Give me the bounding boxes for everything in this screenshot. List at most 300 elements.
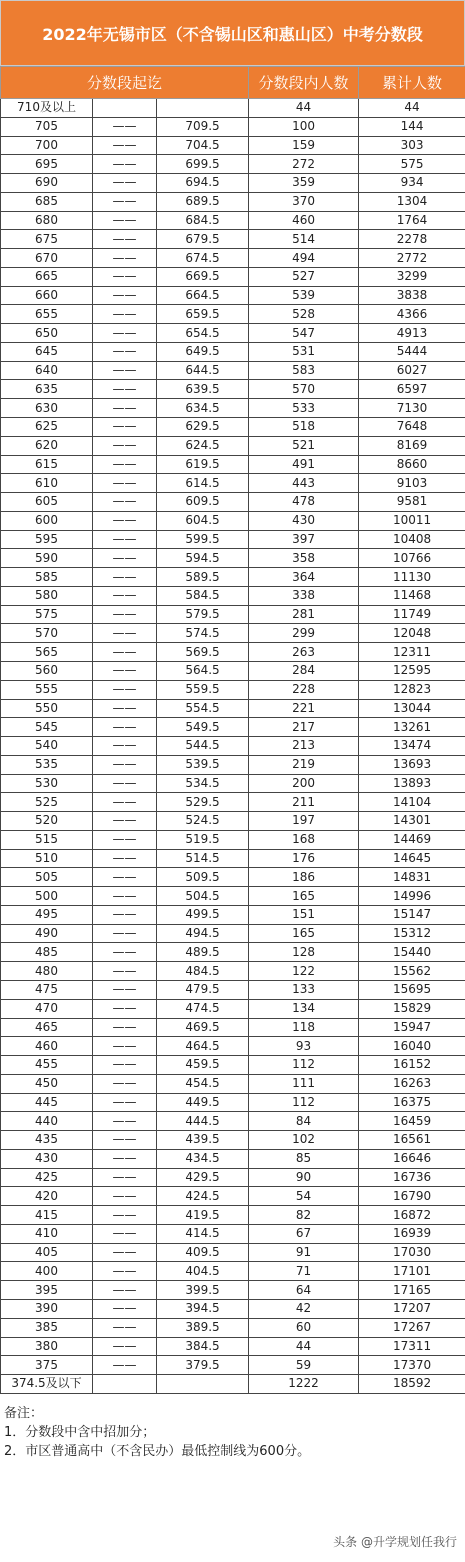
table-row: [1, 849, 465, 868]
score-start: 425: [1, 1168, 93, 1187]
range-dash: ——: [93, 1356, 157, 1375]
count-in-range: 443: [249, 474, 359, 493]
range-dash: ——: [93, 1018, 157, 1037]
range-dash: ——: [93, 905, 157, 924]
range-dash: ——: [93, 1149, 157, 1168]
cumulative-count: 14645: [359, 849, 465, 868]
cumulative-count: 1304: [359, 192, 465, 211]
table-row: [1, 1037, 465, 1056]
score-end: 679.5: [157, 230, 249, 249]
range-dash: ——: [93, 1281, 157, 1300]
table-row: [1, 342, 465, 361]
table-row: [1, 418, 465, 437]
notes-line-1: 1．分数段中含中招加分；: [4, 1424, 156, 1440]
score-start: 610: [1, 474, 93, 493]
range-dash: ——: [93, 661, 157, 680]
cumulative-count: 15829: [359, 999, 465, 1018]
table-row: [1, 455, 465, 474]
score-start: 670: [1, 249, 93, 268]
count-in-range: 281: [249, 605, 359, 624]
table-row: [1, 530, 465, 549]
score-end: 644.5: [157, 361, 249, 380]
score-end: 514.5: [157, 849, 249, 868]
range-dash: ——: [93, 455, 157, 474]
count-in-range: 186: [249, 868, 359, 887]
score-start: 565: [1, 643, 93, 662]
table-row: [1, 230, 465, 249]
count-in-range: 583: [249, 361, 359, 380]
table-row: [1, 699, 465, 718]
count-in-range: 547: [249, 324, 359, 343]
score-start: 655: [1, 305, 93, 324]
cumulative-count: 5444: [359, 342, 465, 361]
score-start: 515: [1, 830, 93, 849]
score-end: 654.5: [157, 324, 249, 343]
score-start: 480: [1, 962, 93, 981]
count-in-range: 93: [249, 1037, 359, 1056]
count-in-range: 514: [249, 230, 359, 249]
range-dash: [93, 1375, 157, 1394]
score-start: 375: [1, 1356, 93, 1375]
score-end: 634.5: [157, 399, 249, 418]
count-in-range: 151: [249, 905, 359, 924]
range-dash: ——: [93, 380, 157, 399]
score-start: 605: [1, 493, 93, 512]
score-start: 705: [1, 117, 93, 136]
score-start: 420: [1, 1187, 93, 1206]
score-end: 669.5: [157, 267, 249, 286]
cumulative-count: 7648: [359, 418, 465, 437]
table-row: [1, 361, 465, 380]
count-in-range: 82: [249, 1206, 359, 1225]
table-row: [1, 436, 465, 455]
score-end: 394.5: [157, 1300, 249, 1319]
score-end: 529.5: [157, 793, 249, 812]
table-row: [1, 117, 465, 136]
count-in-range: 102: [249, 1131, 359, 1150]
score-end: 664.5: [157, 286, 249, 305]
score-start: 505: [1, 868, 93, 887]
score-start: 520: [1, 812, 93, 831]
range-dash: ——: [93, 174, 157, 193]
count-in-range: 533: [249, 399, 359, 418]
range-dash: ——: [93, 680, 157, 699]
score-start: 530: [1, 774, 93, 793]
score-start: 500: [1, 887, 93, 906]
count-in-range: 165: [249, 924, 359, 943]
score-end: 399.5: [157, 1281, 249, 1300]
table-row: [1, 661, 465, 680]
table-row: [1, 1356, 465, 1375]
range-dash: ——: [93, 549, 157, 568]
table-row: [1, 1262, 465, 1281]
cumulative-count: 10011: [359, 511, 465, 530]
notes-heading: 备注：: [4, 1405, 44, 1421]
range-dash: ——: [93, 324, 157, 343]
cumulative-count: 16375: [359, 1093, 465, 1112]
range-dash: ——: [93, 887, 157, 906]
count-in-range: 570: [249, 380, 359, 399]
table-row: [1, 812, 465, 831]
cumulative-count: 14831: [359, 868, 465, 887]
table-row: [1, 924, 465, 943]
table-row: [1, 624, 465, 643]
score-end: 549.5: [157, 718, 249, 737]
count-in-range: 221: [249, 699, 359, 718]
range-dash: ——: [93, 605, 157, 624]
count-in-range: 263: [249, 643, 359, 662]
score-end: 649.5: [157, 342, 249, 361]
count-in-range: 219: [249, 755, 359, 774]
range-dash: ——: [93, 868, 157, 887]
table-row: [1, 1056, 465, 1075]
table-row: [1, 1074, 465, 1093]
score-start: 550: [1, 699, 93, 718]
score-start: 675: [1, 230, 93, 249]
score-end: 474.5: [157, 999, 249, 1018]
cumulative-count: 7130: [359, 399, 465, 418]
score-end: 519.5: [157, 830, 249, 849]
cumulative-count: 10766: [359, 549, 465, 568]
score-end: 569.5: [157, 643, 249, 662]
range-dash: ——: [93, 1243, 157, 1262]
score-end: 484.5: [157, 962, 249, 981]
range-dash: ——: [93, 980, 157, 999]
table-row: [1, 1131, 465, 1150]
score-end: 379.5: [157, 1356, 249, 1375]
cumulative-count: 17101: [359, 1262, 465, 1281]
score-start: 440: [1, 1112, 93, 1131]
range-dash: ——: [93, 849, 157, 868]
table-row: [1, 380, 465, 399]
count-in-range: 478: [249, 493, 359, 512]
score-end: 389.5: [157, 1318, 249, 1337]
score-start: 640: [1, 361, 93, 380]
score-end: 689.5: [157, 192, 249, 211]
table-row: [1, 1375, 465, 1394]
cumulative-count: 14301: [359, 812, 465, 831]
score-start: 405: [1, 1243, 93, 1262]
cumulative-count: 934: [359, 174, 465, 193]
table-row: [1, 1337, 465, 1356]
table-row: [1, 586, 465, 605]
cumulative-count: 6027: [359, 361, 465, 380]
range-dash: ——: [93, 192, 157, 211]
score-end: 539.5: [157, 755, 249, 774]
range-dash: ——: [93, 249, 157, 268]
range-dash: ——: [93, 699, 157, 718]
cumulative-count: 1764: [359, 211, 465, 230]
score-end: 509.5: [157, 868, 249, 887]
score-end: 524.5: [157, 812, 249, 831]
header-cumulative: 累计人数: [359, 67, 465, 99]
range-dash: [93, 99, 157, 118]
range-dash: ——: [93, 643, 157, 662]
table-row: [1, 1018, 465, 1037]
range-dash: ——: [93, 1056, 157, 1075]
score-end: 489.5: [157, 943, 249, 962]
table-row: [1, 493, 465, 512]
table-row: [1, 549, 465, 568]
range-dash: ——: [93, 774, 157, 793]
range-dash: ——: [93, 493, 157, 512]
range-dash: ——: [93, 737, 157, 756]
range-dash: ——: [93, 924, 157, 943]
score-end: 609.5: [157, 493, 249, 512]
table-row: [1, 1093, 465, 1112]
score-end: 499.5: [157, 905, 249, 924]
score-start: 535: [1, 755, 93, 774]
score-start: 700: [1, 136, 93, 155]
cumulative-count: 13474: [359, 737, 465, 756]
cumulative-count: 17165: [359, 1281, 465, 1300]
range-dash: ——: [93, 755, 157, 774]
score-start: 710及以上: [1, 99, 93, 118]
table-row: [1, 643, 465, 662]
cumulative-count: 4913: [359, 324, 465, 343]
table-row: [1, 155, 465, 174]
cumulative-count: 16790: [359, 1187, 465, 1206]
table-row: [1, 868, 465, 887]
score-start: 690: [1, 174, 93, 193]
table-row: [1, 1318, 465, 1337]
table-row: [1, 249, 465, 268]
count-in-range: 71: [249, 1262, 359, 1281]
cumulative-count: 15312: [359, 924, 465, 943]
cumulative-count: 6597: [359, 380, 465, 399]
count-in-range: 91: [249, 1243, 359, 1262]
count-in-range: 338: [249, 586, 359, 605]
score-start: 600: [1, 511, 93, 530]
table-row: [1, 1300, 465, 1319]
score-end: 439.5: [157, 1131, 249, 1150]
score-end: 424.5: [157, 1187, 249, 1206]
range-dash: ——: [93, 342, 157, 361]
page-title: 2022年无锡市区（不含锡山区和惠山区）中考分数段: [0, 0, 465, 66]
score-end: 564.5: [157, 661, 249, 680]
table-row: [1, 793, 465, 812]
cumulative-count: 144: [359, 117, 465, 136]
cumulative-count: 12048: [359, 624, 465, 643]
count-in-range: 364: [249, 568, 359, 587]
range-dash: ——: [93, 1037, 157, 1056]
score-start: 400: [1, 1262, 93, 1281]
score-end: 429.5: [157, 1168, 249, 1187]
score-start: 395: [1, 1281, 93, 1300]
cumulative-count: 16152: [359, 1056, 465, 1075]
table-row: [1, 962, 465, 981]
count-in-range: 59: [249, 1356, 359, 1375]
cumulative-count: 10408: [359, 530, 465, 549]
score-end: 544.5: [157, 737, 249, 756]
score-start: 595: [1, 530, 93, 549]
score-end: 494.5: [157, 924, 249, 943]
table-row: [1, 474, 465, 493]
table-row: [1, 511, 465, 530]
cumulative-count: 11749: [359, 605, 465, 624]
score-end: 589.5: [157, 568, 249, 587]
count-in-range: 521: [249, 436, 359, 455]
cumulative-count: 44: [359, 99, 465, 118]
range-dash: ——: [93, 1074, 157, 1093]
range-dash: ——: [93, 418, 157, 437]
score-start: 445: [1, 1093, 93, 1112]
header-count: 分数段内人数: [249, 67, 359, 99]
range-dash: ——: [93, 286, 157, 305]
score-end: 414.5: [157, 1224, 249, 1243]
range-dash: ——: [93, 211, 157, 230]
table-row: [1, 136, 465, 155]
score-start: 625: [1, 418, 93, 437]
cumulative-count: 14469: [359, 830, 465, 849]
range-dash: ——: [93, 267, 157, 286]
count-in-range: 1222: [249, 1375, 359, 1394]
score-end: 629.5: [157, 418, 249, 437]
score-end: 594.5: [157, 549, 249, 568]
cumulative-count: 9103: [359, 474, 465, 493]
cumulative-count: 12823: [359, 680, 465, 699]
table-row: [1, 943, 465, 962]
score-end: [157, 99, 249, 118]
cumulative-count: 2278: [359, 230, 465, 249]
table-row: [1, 211, 465, 230]
count-in-range: 460: [249, 211, 359, 230]
table-row: [1, 324, 465, 343]
cumulative-count: 3838: [359, 286, 465, 305]
count-in-range: 44: [249, 99, 359, 118]
score-end: 409.5: [157, 1243, 249, 1262]
count-in-range: 165: [249, 887, 359, 906]
range-dash: ——: [93, 361, 157, 380]
range-dash: ——: [93, 155, 157, 174]
score-end: 604.5: [157, 511, 249, 530]
score-start: 470: [1, 999, 93, 1018]
score-start: 580: [1, 586, 93, 605]
score-end: 639.5: [157, 380, 249, 399]
score-end: 384.5: [157, 1337, 249, 1356]
cumulative-count: 17311: [359, 1337, 465, 1356]
table-row: [1, 1206, 465, 1225]
score-start: 665: [1, 267, 93, 286]
score-start: 630: [1, 399, 93, 418]
count-in-range: 84: [249, 1112, 359, 1131]
cumulative-count: 2772: [359, 249, 465, 268]
cumulative-count: 17267: [359, 1318, 465, 1337]
score-start: 585: [1, 568, 93, 587]
score-start: 575: [1, 605, 93, 624]
range-dash: ——: [93, 943, 157, 962]
score-end: 459.5: [157, 1056, 249, 1075]
table-row: [1, 887, 465, 906]
table-row: [1, 1243, 465, 1262]
count-in-range: 118: [249, 1018, 359, 1037]
range-dash: ——: [93, 305, 157, 324]
cumulative-count: 17370: [359, 1356, 465, 1375]
table-body: [1, 99, 465, 1394]
score-start: 510: [1, 849, 93, 868]
table-row: [1, 305, 465, 324]
notes-line-2: 2．市区普通高中（不含民办）最低控制线为600分。: [4, 1443, 311, 1459]
cumulative-count: 14104: [359, 793, 465, 812]
count-in-range: 100: [249, 117, 359, 136]
count-in-range: 85: [249, 1149, 359, 1168]
cumulative-count: 11468: [359, 586, 465, 605]
score-end: 479.5: [157, 980, 249, 999]
watermark: 头条 @升学规划任我行: [333, 1535, 457, 1549]
count-in-range: 64: [249, 1281, 359, 1300]
cumulative-count: 12595: [359, 661, 465, 680]
cumulative-count: 15147: [359, 905, 465, 924]
cumulative-count: 16263: [359, 1074, 465, 1093]
cumulative-count: 575: [359, 155, 465, 174]
table-row: [1, 1168, 465, 1187]
score-start: 385: [1, 1318, 93, 1337]
score-end: 624.5: [157, 436, 249, 455]
score-start: 455: [1, 1056, 93, 1075]
score-start: 645: [1, 342, 93, 361]
range-dash: ——: [93, 1093, 157, 1112]
cumulative-count: 15440: [359, 943, 465, 962]
count-in-range: 397: [249, 530, 359, 549]
cumulative-count: 8660: [359, 455, 465, 474]
score-start: 475: [1, 980, 93, 999]
score-start: 430: [1, 1149, 93, 1168]
score-start: 490: [1, 924, 93, 943]
count-in-range: 211: [249, 793, 359, 812]
count-in-range: 54: [249, 1187, 359, 1206]
count-in-range: 42: [249, 1300, 359, 1319]
range-dash: ——: [93, 1112, 157, 1131]
count-in-range: 272: [249, 155, 359, 174]
score-end: 599.5: [157, 530, 249, 549]
count-in-range: 60: [249, 1318, 359, 1337]
table-row: [1, 174, 465, 193]
range-dash: ——: [93, 586, 157, 605]
score-end: 434.5: [157, 1149, 249, 1168]
table-row: [1, 568, 465, 587]
range-dash: ——: [93, 568, 157, 587]
score-end: 709.5: [157, 117, 249, 136]
table-row: [1, 1281, 465, 1300]
score-end: 574.5: [157, 624, 249, 643]
score-end: 619.5: [157, 455, 249, 474]
score-end: 449.5: [157, 1093, 249, 1112]
score-table: [0, 66, 465, 1394]
score-start: 410: [1, 1224, 93, 1243]
table-row: [1, 1112, 465, 1131]
count-in-range: 430: [249, 511, 359, 530]
cumulative-count: 17030: [359, 1243, 465, 1262]
cumulative-count: 16459: [359, 1112, 465, 1131]
count-in-range: 528: [249, 305, 359, 324]
score-end: 554.5: [157, 699, 249, 718]
notes: [0, 1394, 465, 1461]
score-start: 540: [1, 737, 93, 756]
count-in-range: 122: [249, 962, 359, 981]
cumulative-count: 15695: [359, 980, 465, 999]
cumulative-count: 13893: [359, 774, 465, 793]
range-dash: ——: [93, 474, 157, 493]
score-start: 495: [1, 905, 93, 924]
table-row: [1, 755, 465, 774]
count-in-range: 284: [249, 661, 359, 680]
cumulative-count: 18592: [359, 1375, 465, 1394]
score-start: 685: [1, 192, 93, 211]
cumulative-count: 16561: [359, 1131, 465, 1150]
count-in-range: 217: [249, 718, 359, 737]
range-dash: ——: [93, 962, 157, 981]
score-end: 419.5: [157, 1206, 249, 1225]
